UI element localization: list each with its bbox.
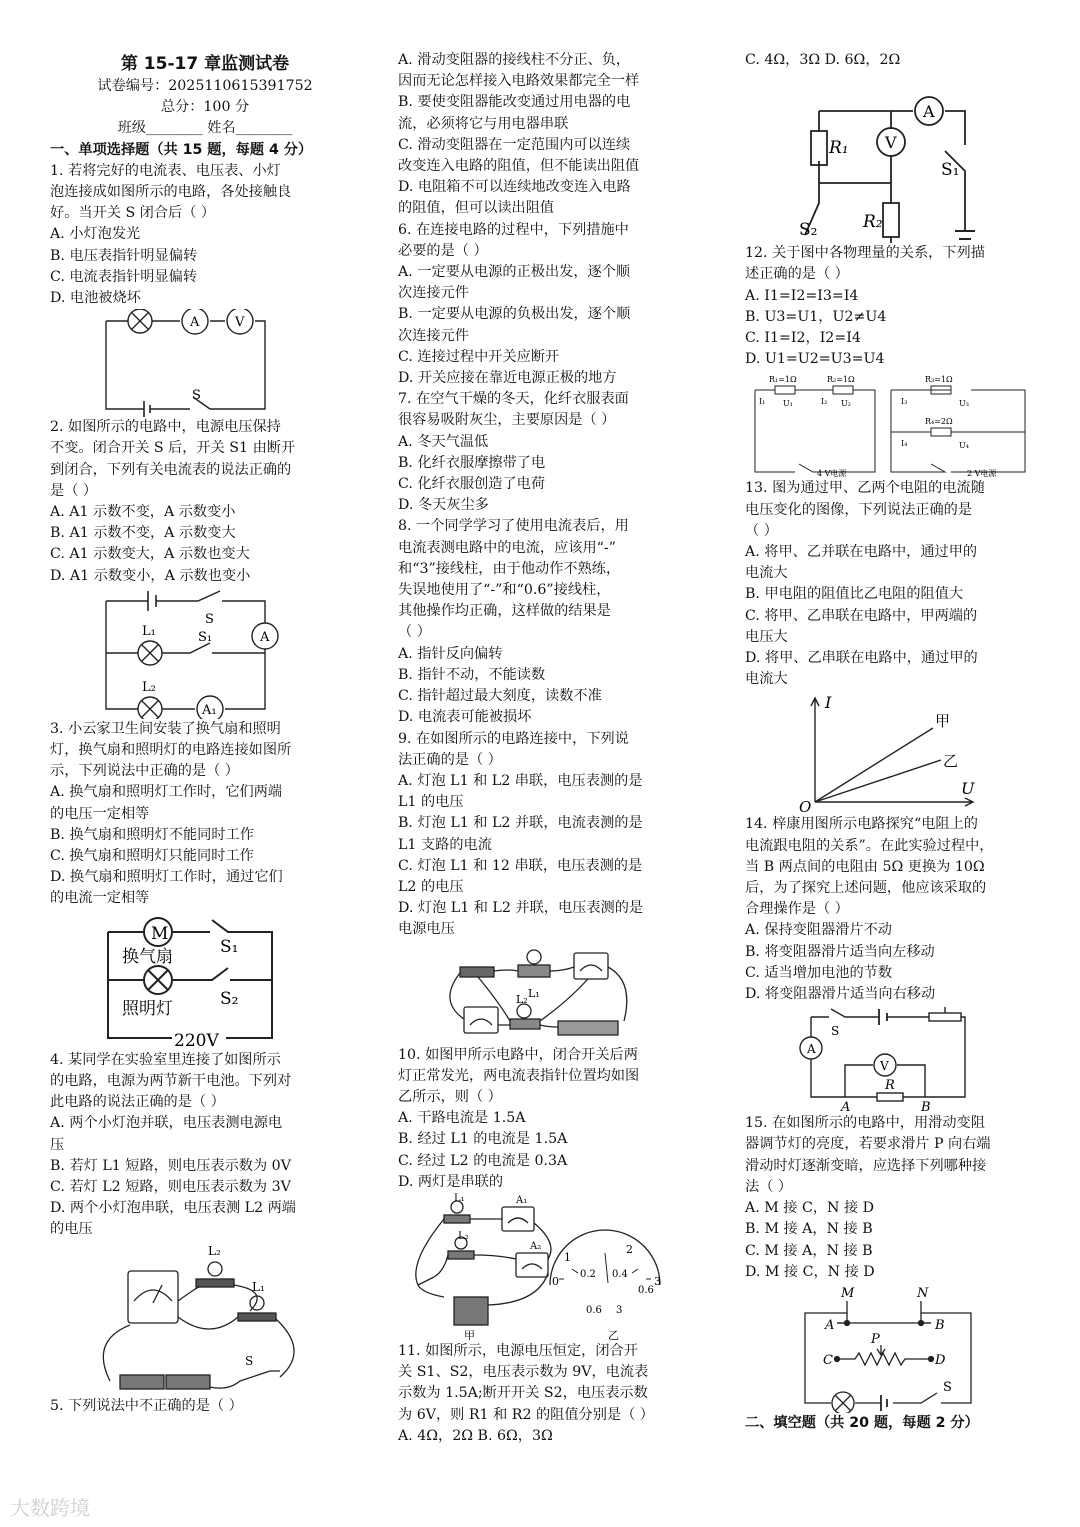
q-line: 到闭合，下列有关电流表的说法正确的 bbox=[50, 461, 292, 478]
option: B. M 接 A，N 接 B bbox=[745, 1221, 873, 1238]
q10-a1-label: A₁ bbox=[516, 1194, 528, 1206]
question-4 bbox=[50, 1050, 360, 1241]
q12-r3-label: R₃=1Ω bbox=[925, 375, 953, 385]
option: B. 将变阻器滑片适当向左移动 bbox=[745, 943, 935, 960]
q12-source2-label: 2 V电源 bbox=[967, 469, 997, 479]
q2-a1-label: A₁ bbox=[202, 702, 217, 718]
q-line: 13. 图为通过甲、乙两个电阻的电流随 bbox=[745, 480, 985, 497]
q-line: 失误地使用了“-”和“0.6”接线柱， bbox=[398, 582, 611, 599]
q12-u3-label: U₃ bbox=[959, 399, 969, 409]
option: D. 冬天灰尘多 bbox=[398, 497, 489, 514]
option: A. 换气扇和照明灯工作时，它们两端 bbox=[50, 784, 283, 801]
option: C. 换气扇和照明灯只能同时工作 bbox=[50, 848, 254, 865]
q-line: 14. 梓康用图所示电路探究“电阻上的 bbox=[745, 816, 978, 833]
q-line: 其他操作均正确，这样做的结果是 bbox=[398, 603, 611, 620]
option: B. 要使变阻器能改变通过用电器的电 bbox=[398, 94, 631, 111]
q12-source1-label: 4 V电源 bbox=[817, 469, 847, 479]
q9-l1-label: L₁ bbox=[528, 986, 540, 1000]
option: D. 开关应接在靠近电源正极的地方 bbox=[398, 370, 617, 387]
q-line: 法正确的是（ ） bbox=[398, 751, 502, 768]
q-line: 2. 如图所示的电路中，电源电压保持 bbox=[50, 419, 281, 436]
q9-l2-label: L₂ bbox=[516, 992, 528, 1006]
option: C. 滑动变阻器在一定范围内可以连续 bbox=[398, 136, 631, 153]
q-line: 3. 小云家卫生间安装了换气扇和照明 bbox=[50, 720, 281, 737]
q-line: 乙所示，则（ ） bbox=[398, 1088, 502, 1105]
q15-circuit-figure bbox=[745, 1283, 1035, 1413]
q12-i3-label: I₃ bbox=[901, 397, 908, 407]
option: C. 若灯 L2 短路，则电压表示数为 3V bbox=[50, 1178, 291, 1195]
option: B. 灯泡 L1 和 L2 并联，电流表测的是 bbox=[398, 815, 643, 832]
option: 的电压一定相等 bbox=[50, 805, 150, 822]
option: 的阻值，但可以读出阻值 bbox=[398, 200, 555, 217]
option: D. 两个小灯泡串联，电压表测 L2 两端 bbox=[50, 1200, 296, 1217]
option: D. 电阻箱不可以连续地改变连入电路 bbox=[398, 179, 631, 196]
q-line: 器调节灯的亮度，若要求滑片 P 向右端 bbox=[745, 1136, 991, 1153]
q-line: 和“3”接线柱，由于他动作不熟练， bbox=[398, 560, 621, 577]
option: 因而无论怎样接入电路效果都完全一样 bbox=[398, 73, 640, 90]
option: C. M 接 A，N 接 B bbox=[745, 1242, 873, 1259]
q-line: 滑动时灯逐渐变暗，应选择下列哪种接 bbox=[745, 1157, 987, 1174]
q-line: 示数为 1.5A;断开开关 S2，电压表示数 bbox=[398, 1385, 648, 1402]
dial-tick: 0.2 bbox=[580, 1268, 596, 1280]
option: A. 灯泡 L1 和 L2 串联，电压表测的是 bbox=[398, 772, 643, 789]
section-2-heading: 二、填空题（共 20 题，每题 2 分） bbox=[745, 1414, 979, 1431]
question-12 bbox=[745, 243, 1035, 370]
option: A. 干路电流是 1.5A bbox=[398, 1110, 526, 1127]
option: B. 一定要从电源的负极出发，逐个顺 bbox=[398, 306, 631, 323]
option: 的电压 bbox=[50, 1221, 93, 1238]
exam-total: 总分：100 分 bbox=[160, 99, 250, 116]
option: L1 支路的电流 bbox=[398, 836, 492, 853]
q-line: 电压变化的图像，下列说法正确的是 bbox=[745, 501, 973, 518]
question-3 bbox=[50, 719, 360, 910]
option: 电流大 bbox=[745, 671, 788, 688]
q10-a2-label: A₂ bbox=[530, 1240, 542, 1252]
option: C. A1 示数变大，A 示数也变大 bbox=[50, 546, 250, 563]
q12-r1-label: R₁=1Ω bbox=[769, 375, 797, 385]
dial-terminal: 3 bbox=[616, 1304, 623, 1316]
q11-r2-label: R₂ bbox=[863, 212, 883, 233]
q2-a-label: A bbox=[260, 629, 270, 645]
watermark-logo: 大数跨境 bbox=[10, 1496, 90, 1520]
option: B. 指针不动，不能读数 bbox=[398, 666, 546, 683]
dial-tick: 3 bbox=[654, 1274, 661, 1288]
option: D. 电流表可能被损坏 bbox=[398, 709, 532, 726]
option: 电流大 bbox=[745, 565, 788, 582]
q15-s-label: S bbox=[943, 1379, 952, 1395]
option: 次连接元件 bbox=[398, 327, 469, 344]
q3-fan-label: 换气扇 bbox=[122, 946, 173, 967]
q-line: 示，下列说法中正确的是（ ） bbox=[50, 763, 239, 780]
q12-i1-label: I₁ bbox=[759, 397, 766, 407]
q-line: 10. 如图甲所示电路中，闭合开关后两 bbox=[398, 1046, 638, 1063]
dial-tick: 0 bbox=[552, 1274, 559, 1288]
q14-point-a: A bbox=[841, 1100, 851, 1114]
q12-r2-label: R₂=1Ω bbox=[827, 375, 855, 385]
q12-r4-label: R₄=2Ω bbox=[925, 417, 953, 427]
option: D. 换气扇和照明灯工作时，通过它们 bbox=[50, 869, 283, 886]
q-line: 泡连接成如图所示的电路，各处接触良 bbox=[50, 184, 292, 201]
q3-voltage-label: 220V bbox=[174, 1030, 219, 1050]
q11-s1-label: S₁ bbox=[941, 160, 960, 181]
dial-tick: 0.4 bbox=[612, 1268, 628, 1280]
q15-c-label: C bbox=[823, 1352, 833, 1368]
svg-text:L₂: L₂ bbox=[458, 1230, 469, 1242]
q-line: 6. 在连接电路的过程中，下列措施中 bbox=[398, 221, 629, 238]
q15-m-label: M bbox=[841, 1285, 855, 1301]
option: 次连接元件 bbox=[398, 285, 469, 302]
option: D. 电池被烧坏 bbox=[50, 290, 141, 307]
q-line: 不变。闭合开关 S 后，开关 S1 由断开 bbox=[50, 440, 296, 457]
question-14 bbox=[745, 814, 1035, 1005]
option: D. A1 示数变小，A 示数也变小 bbox=[50, 567, 251, 584]
option: C. 化纤衣服创造了电荷 bbox=[398, 476, 546, 493]
option: L1 的电压 bbox=[398, 794, 464, 811]
q15-n-label: N bbox=[917, 1285, 929, 1301]
option: D. M 接 C，N 接 D bbox=[745, 1263, 875, 1280]
svg-text:A: A bbox=[190, 315, 200, 331]
q2-circuit-figure bbox=[50, 587, 350, 719]
q2-s1-label: S₁ bbox=[198, 629, 213, 645]
svg-text:L₁: L₁ bbox=[454, 1192, 465, 1204]
q13-axis-u: U bbox=[961, 779, 975, 799]
q15-p-label: P bbox=[871, 1331, 880, 1347]
q15-d-label: D bbox=[935, 1352, 946, 1368]
dial-tick: 2 bbox=[626, 1242, 633, 1256]
q4-circuit-figure bbox=[50, 1241, 350, 1396]
class-name-line: 班级________ 姓名________ bbox=[117, 120, 293, 137]
q-line: 电流表测电路中的电流，应该用“-” bbox=[398, 539, 616, 556]
dial-tick: 0.6 bbox=[638, 1284, 654, 1296]
question-5-options bbox=[398, 50, 698, 220]
q12-i2-label: I₂ bbox=[821, 397, 828, 407]
svg-text:V: V bbox=[235, 315, 245, 331]
q-line: 9. 在如图所示的电路连接中，下列说 bbox=[398, 730, 629, 747]
question-5-stem: 5. 下列说法中不正确的是（ ） bbox=[50, 1397, 243, 1414]
question-11 bbox=[398, 1341, 698, 1447]
q10-yi-label: 乙 bbox=[608, 1328, 619, 1341]
q13-jia-label: 甲 bbox=[935, 712, 951, 731]
q2-s-label: S bbox=[205, 611, 214, 627]
dial-tick: 1 bbox=[564, 1250, 571, 1264]
option: 压 bbox=[50, 1136, 65, 1153]
question-10 bbox=[398, 1045, 698, 1193]
q14-s-label: S bbox=[831, 1024, 840, 1039]
option: B. 化纤衣服摩擦带了电 bbox=[398, 454, 546, 471]
q3-circuit-figure bbox=[50, 910, 350, 1050]
option: C. I1=I2，I2=I4 bbox=[745, 330, 861, 347]
option: A. 将甲、乙并联在电路中，通过甲的 bbox=[745, 544, 978, 561]
option: B. 甲电阻的阻值比乙电阻的阻值大 bbox=[745, 586, 964, 603]
question-1 bbox=[50, 161, 360, 309]
option: A. M 接 C，N 接 D bbox=[745, 1200, 875, 1217]
q11-a-label: A bbox=[923, 102, 935, 122]
option: 电压大 bbox=[745, 628, 788, 645]
section-1-heading: 一、单项选择题（共 15 题，每题 4 分） bbox=[50, 141, 313, 158]
option: C. 适当增加电池的节数 bbox=[745, 964, 893, 981]
q-line: 必要的是（ ） bbox=[398, 242, 488, 259]
option: C. 灯泡 L1 和 12 串联，电压表测的是 bbox=[398, 857, 643, 874]
exam-code: 试卷编号：2025110615391752 bbox=[97, 78, 313, 94]
q11-circuit-figure bbox=[745, 71, 1035, 243]
q-line: 7. 在空气干燥的冬天，化纤衣服表面 bbox=[398, 391, 629, 408]
q13-iu-graph bbox=[745, 690, 1035, 814]
option: D. 将变阻器滑片适当向右移动 bbox=[745, 986, 936, 1003]
q11-s2-label: S₂ bbox=[799, 220, 818, 241]
q-line: 4. 某同学在实验室里连接了如图所示 bbox=[50, 1051, 281, 1068]
option: D. 将甲、乙串联在电路中，通过甲的 bbox=[745, 650, 978, 667]
q14-circuit-figure bbox=[745, 1005, 1035, 1113]
q14-v-label: V bbox=[880, 1059, 889, 1074]
q1-s-label: S bbox=[192, 388, 201, 404]
exam-title: 第 15-17 章监测试卷 bbox=[120, 54, 290, 74]
q-line: 的电路，电源为两节新干电池。下列对 bbox=[50, 1072, 292, 1089]
question-7 bbox=[398, 389, 698, 516]
question-9 bbox=[398, 729, 698, 941]
q14-a-label: A bbox=[807, 1042, 816, 1057]
q2-l1-label: L₁ bbox=[142, 623, 156, 639]
q-line: 1. 若将完好的电流表、电压表、小灯 bbox=[50, 162, 281, 179]
question-13 bbox=[745, 478, 1035, 690]
option: B. 电压表指针明显偏转 bbox=[50, 247, 198, 264]
q-line: 述正确的是（ ） bbox=[745, 266, 849, 283]
q-line: 后，为了探究上述问题，他应该采取的 bbox=[745, 880, 987, 897]
question-6 bbox=[398, 220, 698, 390]
option: C. 经过 L2 的电流是 0.3A bbox=[398, 1152, 568, 1169]
q-line: （ ） bbox=[398, 624, 431, 641]
q-line: 灯正常发光，两电流表指针位置均如图 bbox=[398, 1067, 640, 1084]
column-3 bbox=[745, 50, 1035, 1434]
q1-circuit-figure bbox=[50, 309, 350, 417]
option: 改变连入电路的阻值，但不能读出阻值 bbox=[398, 158, 640, 175]
q13-axis-i: I bbox=[825, 693, 832, 713]
q2-l2-label: L₂ bbox=[142, 679, 156, 695]
q12-u1-label: U₁ bbox=[783, 399, 793, 409]
option: D. U1=U2=U3=U4 bbox=[745, 351, 885, 368]
q4-s-label: S bbox=[245, 1353, 254, 1368]
option: A. 小灯泡发光 bbox=[50, 226, 141, 243]
option: 的电流一定相等 bbox=[50, 890, 150, 907]
q-line: 12. 关于图中各物理量的关系，下列描 bbox=[745, 245, 985, 262]
question-8 bbox=[398, 516, 698, 728]
dial-terminal: 0.6 bbox=[586, 1304, 602, 1316]
q-line: （ ） bbox=[745, 522, 778, 539]
question-2 bbox=[50, 417, 360, 587]
q14-point-b: B bbox=[921, 1100, 931, 1114]
option: C. 4Ω，3Ω D. 6Ω，2Ω bbox=[745, 52, 901, 68]
option: A. 4Ω，2Ω B. 6Ω，3Ω bbox=[398, 1427, 553, 1444]
option: A. 一定要从电源的正极出发，逐个顺 bbox=[398, 264, 631, 281]
q10-jia-label: 甲 bbox=[464, 1328, 475, 1341]
option: B. 若灯 L1 短路，则电压表示数为 0V bbox=[50, 1157, 291, 1174]
option: A. 冬天气温低 bbox=[398, 433, 489, 450]
q11-v-label: V bbox=[885, 133, 897, 153]
q10-circuit-figure bbox=[398, 1193, 698, 1341]
q-line: 好。当开关 S 闭合后（ ） bbox=[50, 205, 216, 222]
option: 流，必须将它与用电器串联 bbox=[398, 115, 569, 132]
q3-lamp-label: 照明灯 bbox=[122, 998, 173, 1019]
q14-r-label: R bbox=[885, 1078, 895, 1094]
q-line: 8. 一个同学学习了使用电流表后，用 bbox=[398, 518, 629, 535]
option: A. A1 示数不变，A 示数变小 bbox=[50, 504, 236, 521]
q-line: 关 S1、S2，电压表示数为 9V，电流表 bbox=[398, 1364, 649, 1381]
q-line: 法（ ） bbox=[745, 1178, 793, 1195]
q3-s2-label: S₂ bbox=[220, 988, 239, 1009]
option: L2 的电压 bbox=[398, 878, 464, 895]
option: B. U3=U1，U2≠U4 bbox=[745, 308, 887, 325]
option: D. 两灯是串联的 bbox=[398, 1173, 504, 1190]
q13-yi-label: 乙 bbox=[943, 752, 959, 771]
q-line: 灯，换气扇和照明灯的电路连接如图所 bbox=[50, 742, 292, 759]
q-line: 很容易吸附灰尘，主要原因是（ ） bbox=[398, 412, 616, 429]
q12-u2-label: U₂ bbox=[841, 399, 851, 409]
q3-m-label: M bbox=[151, 923, 169, 944]
option: A. 两个小灯泡并联，电压表测电源电 bbox=[50, 1115, 283, 1132]
option: A. 指针反向偏转 bbox=[398, 645, 503, 662]
q4-l1-label: L₁ bbox=[252, 1279, 265, 1294]
q15-b-label: B bbox=[935, 1317, 945, 1333]
q-line: 15. 在如图所示的电路中，用滑动变阻 bbox=[745, 1115, 985, 1132]
q12-i4-label: I₄ bbox=[901, 439, 908, 449]
q15-a-label: A bbox=[825, 1317, 835, 1333]
q-line: 11. 如图所示，电源电压恒定，闭合开 bbox=[398, 1342, 638, 1359]
option: B. 经过 L1 的电流是 1.5A bbox=[398, 1131, 568, 1148]
q3-s1-label: S₁ bbox=[220, 936, 239, 957]
q4-l2-label: L₂ bbox=[208, 1243, 221, 1258]
q-line: 当 B 两点间的电阻由 5Ω 更换为 10Ω bbox=[745, 858, 985, 875]
q-line: 是（ ） bbox=[50, 482, 98, 499]
q11-r1-label: R₁ bbox=[829, 138, 849, 159]
q12-circuit-figure bbox=[745, 370, 1035, 478]
question-15 bbox=[745, 1113, 1035, 1283]
option: C. 连接过程中开关应断开 bbox=[398, 348, 560, 365]
option: A. 滑动变阻器的接线柱不分正、负， bbox=[398, 52, 631, 68]
option: C. 将甲、乙串联在电路中，甲两端的 bbox=[745, 607, 978, 624]
option: B. A1 示数不变，A 示数变大 bbox=[50, 525, 236, 542]
column-1 bbox=[50, 50, 360, 1417]
option: C. 电流表指针明显偏转 bbox=[50, 268, 198, 285]
q9-circuit-figure bbox=[398, 941, 698, 1045]
option: 电源电压 bbox=[398, 921, 455, 938]
option: D. 灯泡 L1 和 L2 并联，电压表测的是 bbox=[398, 900, 644, 917]
q12-u4-label: U₄ bbox=[959, 441, 969, 451]
q-line: 此电路的说法正确的是（ ） bbox=[50, 1094, 225, 1111]
q-line: 合理操作是（ ） bbox=[745, 901, 849, 918]
option: A. 保持变阻器滑片不动 bbox=[745, 922, 892, 939]
column-2 bbox=[398, 50, 698, 1447]
option: C. 指针超过最大刻度，读数不准 bbox=[398, 688, 602, 705]
q13-origin: O bbox=[799, 798, 812, 815]
q-line: 电流跟电阻的关系”。在此实验过程中， bbox=[745, 837, 994, 854]
option: B. 换气扇和照明灯不能同时工作 bbox=[50, 826, 254, 843]
q-line: 为 6V，则 R1 和 R2 的阻值分别是（ ） bbox=[398, 1406, 654, 1423]
option: A. I1=I2=I3=I4 bbox=[745, 287, 859, 304]
